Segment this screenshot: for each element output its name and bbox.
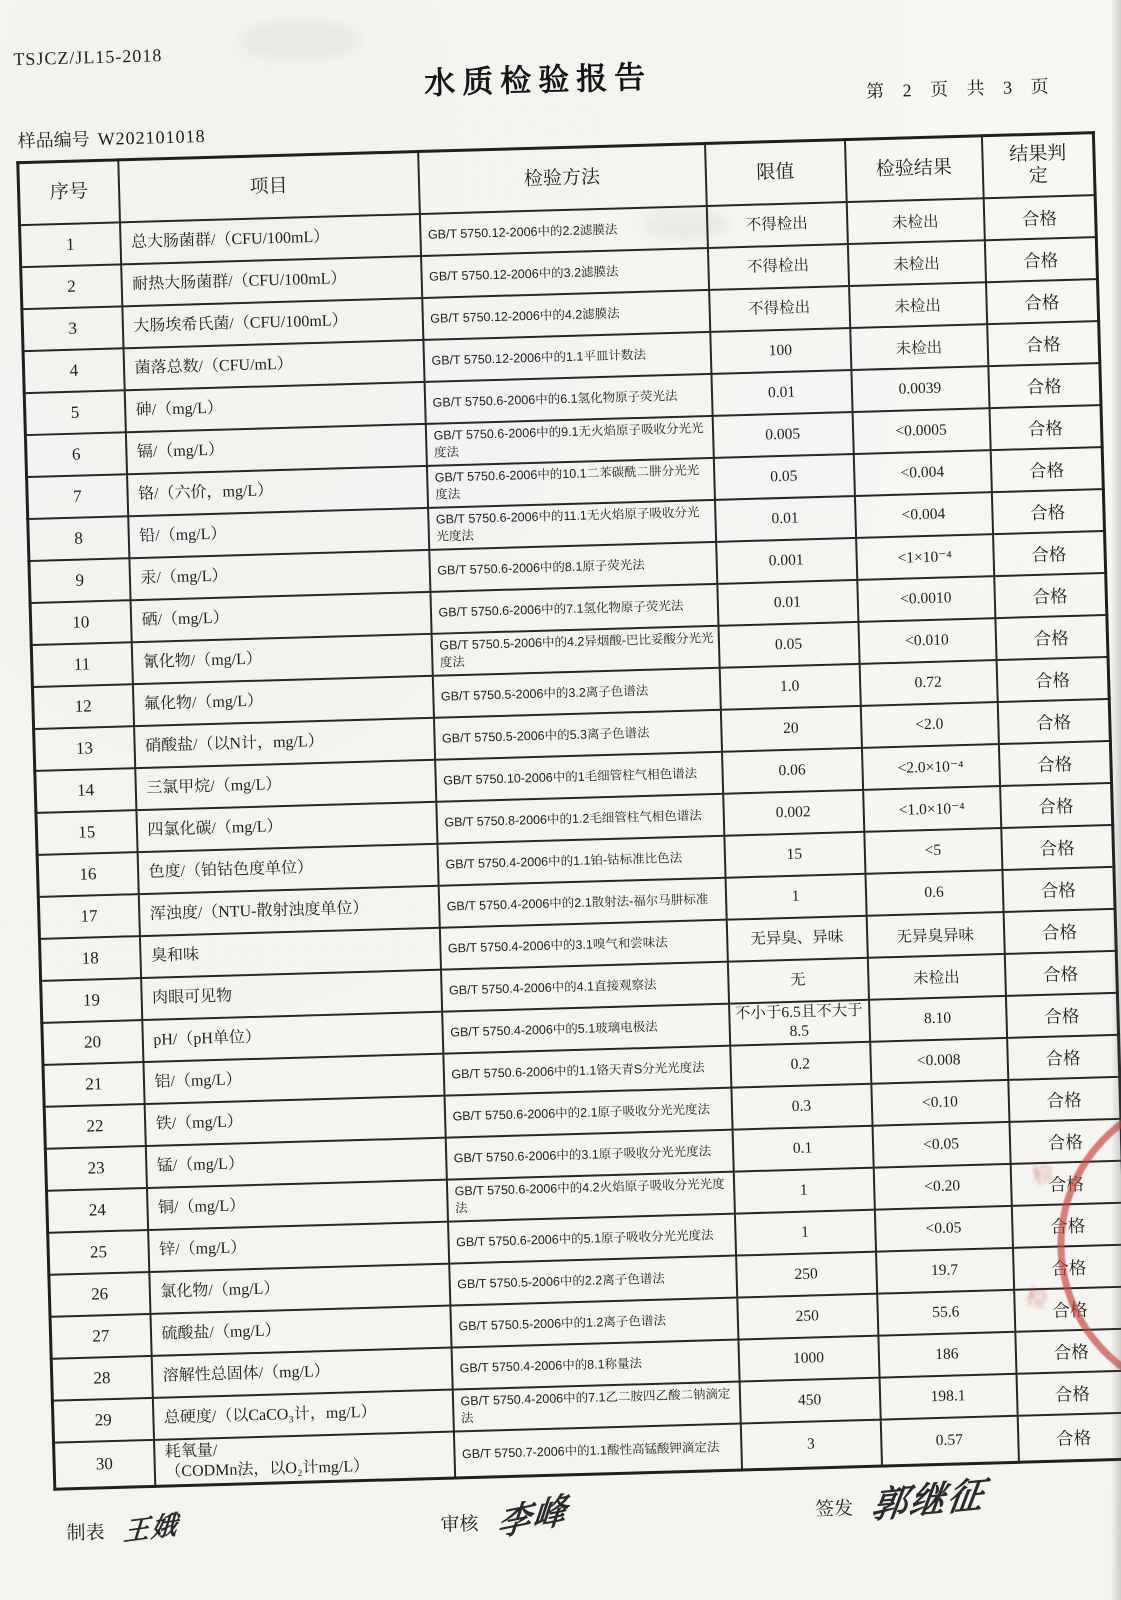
cell-method: GB/T 5750.6-2006中的5.1原子吸收分光光度法 (448, 1214, 736, 1264)
cell-limit: 0.01 (711, 370, 852, 416)
cell-limit: 0.2 (730, 1042, 871, 1088)
cell-item: 耗氧量/ （CODMn法，以O₂计mg/L） (154, 1432, 455, 1487)
cell-row-number: 4 (23, 348, 124, 393)
cell-method: GB/T 5750.6-2006中的3.1原子吸收分光光度法 (445, 1130, 733, 1180)
sample-number: W202101018 (97, 125, 206, 149)
cell-limit: 1 (725, 874, 866, 920)
cell-item: 铝/（mg/L） (143, 1054, 444, 1104)
cell-item: 氟化物/（mg/L） (132, 676, 433, 726)
cell-result: <0.05 (872, 1122, 1010, 1168)
cell-verdict: 合格 (1002, 867, 1115, 912)
sample-number-line (17, 122, 206, 153)
cell-method: GB/T 5750.4-2006中的8.1称量法 (451, 1340, 739, 1390)
cell-verdict: 合格 (1005, 993, 1118, 1038)
cell-row-number: 21 (43, 1062, 144, 1107)
cell-limit: 0.001 (716, 538, 857, 584)
cell-result: 0.0039 (851, 366, 989, 412)
cell-verdict: 合格 (993, 531, 1106, 576)
header-no: 序号 (18, 160, 120, 225)
cell-result: 未检出 (850, 324, 988, 370)
cell-row-number: 12 (32, 684, 133, 729)
cell-method: GB/T 5750.4-2006中的1.1铂-钴标准比色法 (437, 836, 725, 886)
cell-row-number: 2 (21, 264, 122, 309)
header-method: 检验方法 (418, 144, 707, 214)
cell-limit: 无异臭、异味 (726, 916, 867, 962)
table-body (20, 195, 1121, 1489)
cell-verdict: 合格 (984, 237, 1097, 282)
cell-verdict: 合格 (994, 573, 1107, 618)
cell-row-number: 25 (48, 1230, 149, 1275)
seal-text-fragment: 检 (1023, 1283, 1051, 1314)
cell-item: 三氯甲烷/（mg/L） (135, 760, 436, 810)
cell-result: 0.57 (880, 1416, 1018, 1466)
cell-result: 55.6 (877, 1290, 1015, 1336)
maker-label: 制表 (66, 1522, 105, 1545)
cell-limit: 无 (727, 958, 868, 1004)
cell-item: 锌/（mg/L） (148, 1222, 449, 1272)
cell-row-number: 8 (28, 516, 129, 561)
cell-item: 耐热大肠菌群/（CFU/100mL） (121, 256, 422, 306)
cell-result: 198.1 (879, 1374, 1017, 1420)
cell-item: 硫酸盐/（mg/L） (150, 1306, 451, 1356)
cell-verdict: 合格 (1017, 1413, 1121, 1463)
maker-signature: 王娥 (122, 1510, 180, 1548)
cell-limit: 15 (724, 832, 865, 878)
cell-item: 氰化物/（mg/L） (131, 634, 432, 684)
cell-method: GB/T 5750.4-2006中的3.1嗅气和尝味法 (439, 920, 727, 970)
cell-verdict: 合格 (996, 657, 1109, 702)
sample-label: 样品编号 (17, 129, 90, 152)
cell-limit: 0.005 (712, 412, 853, 458)
cell-verdict: 合格 (990, 447, 1103, 492)
cell-limit: 1.0 (719, 664, 860, 710)
cell-method: GB/T 5750.6-2006中的1.1铬天青S分光光度法 (443, 1046, 731, 1096)
cell-result: <0.0010 (857, 576, 995, 622)
cell-verdict: 合格 (987, 321, 1100, 366)
cell-method: GB/T 5750.5-2006中的1.2离子色谱法 (450, 1298, 738, 1348)
cell-result: <1.0×10⁻⁴ (863, 786, 1001, 832)
cell-result: 186 (878, 1332, 1016, 1378)
cell-limit: 1 (734, 1210, 875, 1256)
cell-verdict: 合格 (989, 405, 1102, 450)
cell-method: GB/T 5750.4-2006中的4.1直接观察法 (440, 962, 728, 1012)
cell-verdict: 合格 (1001, 825, 1114, 870)
cell-method: GB/T 5750.7-2006中的1.1酸性高锰酸钾滴定法 (453, 1424, 741, 1478)
cell-limit: 1000 (738, 1336, 879, 1382)
cell-row-number: 3 (22, 306, 123, 351)
cell-method: GB/T 5750.6-2006中的9.1无火焰原子吸收分光光度法 (425, 416, 713, 466)
page-number-line: 第 2 页 共 3 页 (865, 76, 1056, 102)
cell-method: GB/T 5750.8-2006中的1.2毛细管柱气相色谱法 (436, 794, 724, 844)
cell-row-number: 10 (30, 600, 131, 645)
cell-item: 硝酸盐/（以N计，mg/L） (134, 718, 435, 768)
cell-method: GB/T 5750.6-2006中的10.1二苯碳酰二肼分光光度法 (426, 458, 714, 508)
header-verdict: 结果判定 (981, 133, 1095, 199)
cell-row-number: 14 (35, 768, 136, 813)
cell-result: <0.010 (858, 618, 996, 664)
cell-method: GB/T 5750.10-2006中的1毛细管柱气相色谱法 (435, 752, 723, 802)
cell-limit: 不得检出 (707, 244, 848, 290)
cell-limit: 0.01 (717, 580, 858, 626)
cell-verdict: 合格 (995, 615, 1108, 660)
cell-result: <2.0×10⁻⁴ (861, 744, 999, 790)
cell-item: 砷/（mg/L） (124, 382, 425, 432)
cell-row-number: 28 (51, 1356, 152, 1401)
cell-method: GB/T 5750.6-2006中的2.1原子吸收分光光度法 (444, 1088, 732, 1138)
cell-result: 0.6 (865, 870, 1003, 916)
cell-verdict: 合格 (1009, 1119, 1121, 1164)
scan-smudge (240, 20, 360, 60)
cell-item: 铬/（六价，mg/L） (127, 466, 428, 516)
cell-row-number: 30 (54, 1440, 155, 1489)
scan-edge-shadow (1111, 0, 1121, 1600)
cell-item: 总硬度/（以CaCO₃计，mg/L） (152, 1390, 453, 1440)
cell-verdict: 合格 (1014, 1287, 1121, 1332)
cell-method: GB/T 5750.5-2006中的4.2异烟酸-巴比妥酸分光光度法 (431, 626, 719, 676)
cell-item: 肉眼可见物 (141, 970, 442, 1020)
cell-item: 菌落总数/（CFU/mL） (123, 340, 424, 390)
cell-row-number: 20 (42, 1020, 143, 1065)
cell-row-number: 11 (31, 642, 132, 687)
cell-limit: 0.1 (732, 1126, 873, 1172)
cell-result: 19.7 (876, 1248, 1014, 1294)
cell-item: 臭和味 (139, 928, 440, 978)
cell-result: <0.20 (873, 1164, 1011, 1210)
cell-method: GB/T 5750.12-2006中的4.2滤膜法 (422, 290, 710, 340)
cell-method: GB/T 5750.12-2006中的2.2滤膜法 (419, 206, 707, 256)
cell-verdict: 合格 (988, 363, 1101, 408)
cell-verdict: 合格 (1000, 783, 1113, 828)
cell-method: GB/T 5750.6-2006中的6.1氢化物原子荧光法 (424, 374, 712, 424)
cell-item: 浑浊度/（NTU-散射浊度单位） (138, 886, 439, 936)
cell-result: 未检出 (847, 240, 985, 286)
cell-item: 锰/（mg/L） (145, 1138, 446, 1188)
cell-item: 四氯化碳/（mg/L） (136, 802, 437, 852)
cell-limit: 1 (733, 1168, 874, 1214)
cell-row-number: 23 (45, 1146, 146, 1191)
cell-limit: 3 (740, 1420, 881, 1470)
cell-row-number: 1 (20, 222, 121, 267)
cell-method: GB/T 5750.4-2006中的7.1乙二胺四乙酸二钠滴定法 (452, 1382, 740, 1432)
cell-method: GB/T 5750.6-2006中的8.1原子荧光法 (429, 542, 717, 592)
cell-limit: 250 (736, 1252, 877, 1298)
doc-code: TSJCZ/JL15-2018 (13, 45, 163, 70)
cell-method: GB/T 5750.6-2006中的7.1氢化物原子荧光法 (430, 584, 718, 634)
cell-row-number: 13 (34, 726, 135, 771)
cell-verdict: 合格 (1003, 909, 1116, 954)
cell-result: <0.05 (874, 1206, 1012, 1252)
cell-result: <5 (864, 828, 1002, 874)
cell-row-number: 18 (39, 936, 140, 981)
cell-item: 氯化物/（mg/L） (149, 1264, 450, 1314)
cell-result: <0.008 (870, 1038, 1008, 1084)
header-limit: 限值 (705, 140, 847, 206)
cell-row-number: 24 (47, 1188, 148, 1233)
cell-item: 溶解性总固体/（mg/L） (151, 1348, 452, 1398)
cell-row-number: 29 (52, 1398, 153, 1443)
cell-result: <0.004 (854, 492, 992, 538)
cell-method: GB/T 5750.4-2006中的5.1玻璃电极法 (442, 1004, 730, 1054)
cell-row-number: 5 (24, 390, 125, 435)
cell-method: GB/T 5750.5-2006中的3.2离子色谱法 (432, 668, 720, 718)
cell-verdict: 合格 (1015, 1329, 1121, 1374)
issue-signature: 郭继征 (868, 1474, 989, 1527)
cell-limit: 不小于6.5且不大于8.5 (729, 1000, 870, 1046)
cell-verdict: 合格 (1007, 1035, 1120, 1080)
review-signature: 李峰 (495, 1491, 570, 1545)
cell-verdict: 合格 (1004, 951, 1117, 996)
header-result: 检验结果 (844, 136, 983, 202)
cell-result: <0.10 (871, 1080, 1009, 1126)
cell-verdict: 合格 (997, 699, 1110, 744)
cell-result: 无异臭异味 (866, 912, 1004, 958)
cell-verdict: 合格 (1016, 1371, 1121, 1416)
cell-row-number: 15 (36, 810, 137, 855)
cell-row-number: 7 (27, 474, 128, 519)
cell-row-number: 22 (44, 1104, 145, 1149)
cell-item: 总大肠菌群/（CFU/100mL） (119, 214, 420, 264)
cell-row-number: 9 (29, 558, 130, 603)
cell-limit: 0.06 (722, 748, 863, 794)
header-item: 项目 (118, 152, 420, 223)
cell-verdict: 合格 (991, 489, 1104, 534)
results-table (16, 131, 1121, 1491)
cell-item: 硒/（mg/L） (130, 592, 431, 642)
cell-item: 铁/（mg/L） (144, 1096, 445, 1146)
cell-result: 未检出 (846, 198, 984, 244)
cell-limit: 250 (737, 1294, 878, 1340)
page-title: 水质检验报告 (423, 59, 653, 101)
cell-limit: 0.3 (731, 1084, 872, 1130)
cell-method: GB/T 5750.12-2006中的3.2滤膜法 (421, 248, 709, 298)
seal-text-fragment: 检 (1028, 1159, 1058, 1190)
cell-verdict: 合格 (1012, 1245, 1121, 1290)
cell-item: pH/（pH单位） (142, 1012, 443, 1062)
cell-verdict: 合格 (998, 741, 1111, 786)
cell-method: GB/T 5750.12-2006中的1.1平皿计数法 (423, 332, 711, 382)
cell-result: 未检出 (867, 954, 1005, 1000)
cell-item: 铅/（mg/L） (128, 508, 429, 558)
cell-limit: 20 (720, 706, 861, 752)
cell-item: 镉/（mg/L） (125, 424, 426, 474)
cell-method: GB/T 5750.5-2006中的5.3离子色谱法 (433, 710, 721, 760)
cell-row-number: 6 (25, 432, 126, 477)
cell-limit: 450 (739, 1378, 880, 1424)
cell-row-number: 27 (50, 1314, 151, 1359)
cell-row-number: 26 (49, 1272, 150, 1317)
cell-result: <2.0 (860, 702, 998, 748)
cell-verdict: 合格 (983, 195, 1096, 240)
cell-result: <0.0005 (852, 408, 990, 454)
cell-result: 8.10 (868, 996, 1006, 1042)
cell-item: 大肠埃希氏菌/（CFU/100mL） (122, 298, 423, 348)
cell-item: 汞/（mg/L） (129, 550, 430, 600)
cell-method: GB/T 5750.6-2006中的4.2火焰原子吸收分光光度法 (446, 1172, 734, 1222)
cell-limit: 不得检出 (709, 286, 850, 332)
cell-limit: 0.05 (713, 454, 854, 500)
cell-result: 未检出 (849, 282, 987, 328)
cell-result: <1×10⁻⁴ (856, 534, 994, 580)
cell-limit: 不得检出 (706, 202, 847, 248)
review-label: 审核 (440, 1513, 479, 1536)
cell-limit: 100 (710, 328, 851, 374)
cell-result: <0.004 (853, 450, 991, 496)
cell-method: GB/T 5750.4-2006中的2.1散射法-福尔马肼标准 (438, 878, 726, 928)
cell-item: 色度/（铂钴色度单位） (137, 844, 438, 894)
cell-row-number: 16 (37, 852, 138, 897)
cell-verdict: 合格 (1011, 1203, 1121, 1248)
cell-method: GB/T 5750.5-2006中的2.2离子色谱法 (449, 1256, 737, 1306)
cell-method: GB/T 5750.6-2006中的11.1无火焰原子吸收分光光度法 (428, 500, 716, 550)
cell-limit: 0.002 (723, 790, 864, 836)
cell-verdict: 合格 (1010, 1161, 1121, 1206)
cell-limit: 0.05 (718, 622, 859, 668)
cell-item: 铜/（mg/L） (146, 1180, 447, 1230)
cell-verdict: 合格 (986, 279, 1099, 324)
issue-label: 签发 (814, 1498, 854, 1521)
cell-limit: 0.01 (714, 496, 855, 542)
cell-result: 0.72 (859, 660, 997, 706)
cell-row-number: 19 (41, 978, 142, 1023)
cell-verdict: 合格 (1008, 1077, 1121, 1122)
cell-row-number: 17 (38, 894, 139, 939)
